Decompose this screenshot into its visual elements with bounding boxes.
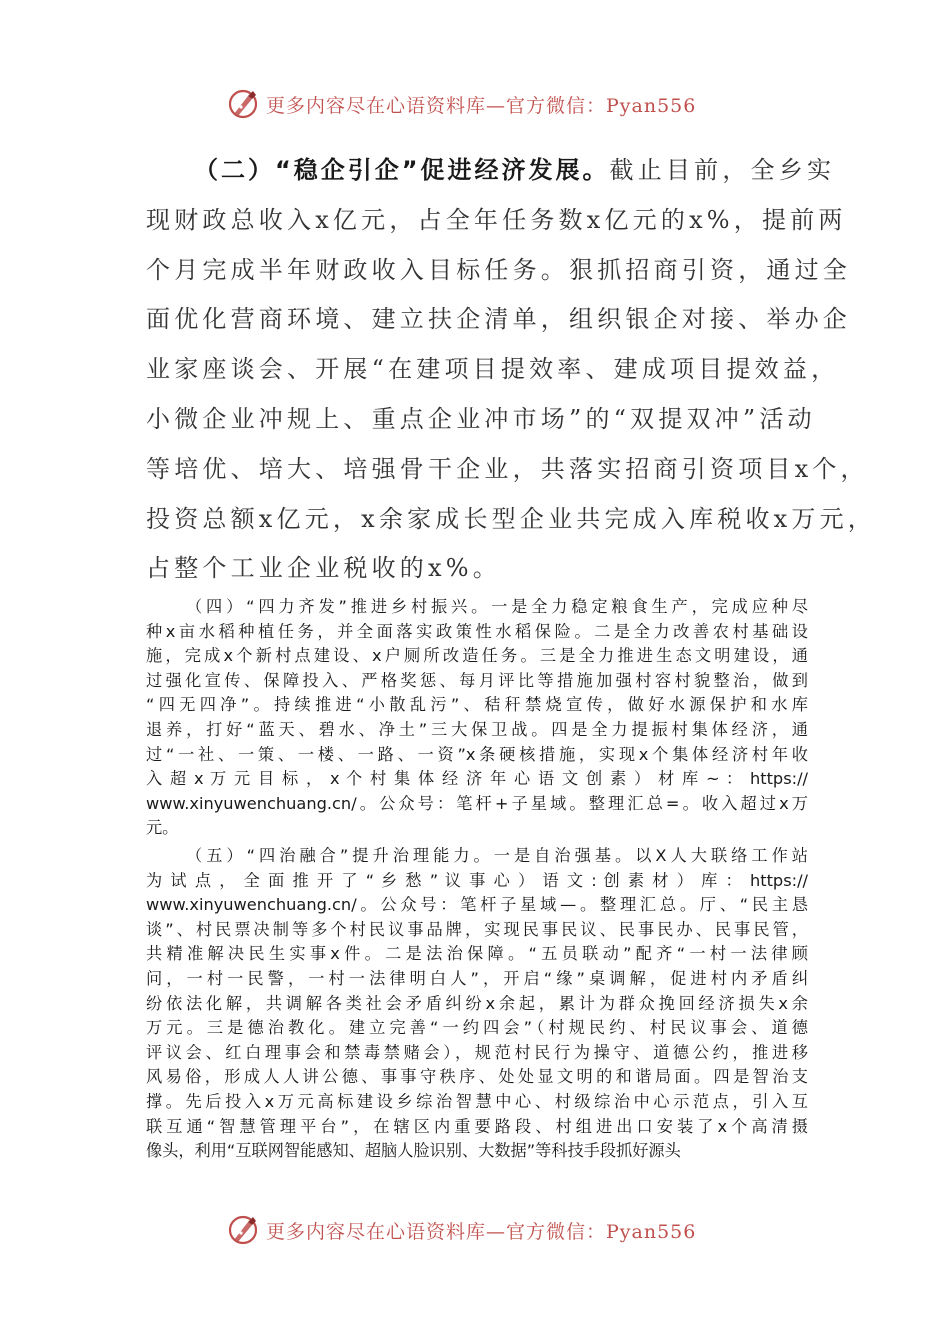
- paragraph-line: 个月完成半年财政收入目标任务。狠抓招商引资，通过全: [146, 255, 851, 284]
- paragraph-line: （五）“四治融合”提升治理能力。一是自治强基。以X人大联络工作站: [186, 846, 808, 865]
- paragraph-line: www.xinyuwenchuang.cn/。公众号：笔杆+子星域。整理汇总=。收入超过x万: [146, 793, 808, 813]
- pen-nib-logo-icon: [226, 87, 260, 121]
- paragraph-line: 评议会、红白理事会和禁毒禁赌会），规范村民行为操守、道德公约，推进移: [146, 1042, 808, 1062]
- section-5-paragraph: [146, 844, 808, 1164]
- paragraph-line: 问，一村一民警，一村一法律明白人”，开启“缘”桌调解，促进村内矛盾纠: [146, 968, 808, 988]
- paragraph-line: （四）“四力齐发”推进乡村振兴。一是全力稳定粮食生产，完成应种尽: [186, 597, 808, 616]
- paragraph-line: “四无四净”。持续推进“小散乱污”、秸秆禁烧宣传，做好水源保护和水库: [146, 695, 808, 715]
- paragraph-line: 占整个工业企业税收的x%。: [146, 554, 501, 583]
- section-2-heading: （二）“稳企引企”促进经济发展。: [194, 156, 610, 184]
- paragraph-line: 纷依法化解，共调解各类社会矛盾纠纷x余起，累计为群众挽回经济损失x余: [146, 993, 808, 1013]
- paragraph-line: 谈”、村民票决制等多个村民议事品牌，实现民事民议、民事民办、民事民管，: [146, 919, 808, 939]
- header-banner: [226, 84, 746, 124]
- paragraph-line: 万元。三是德治教化。建立完善“一约四会”（村规民约、村民议事会、道德: [146, 1018, 808, 1038]
- paragraph-line: 元。: [146, 818, 179, 838]
- paragraph-line: 过强化宣传、保障投入、严格奖惩、每月评比等措施加强村容村貌整治，做到: [146, 670, 808, 690]
- section-4-paragraph: [146, 595, 808, 841]
- paragraph-line: 为 试 点 ， 全 面 推 开 了 “ 乡 愁 ” 议 事 心 ） 语 文 : 创 素 材 ） 库 ： https://: [146, 870, 808, 890]
- paragraph-line: 过“一社、一策、一楼、一路、一资”x条硬核措施，实现x个集体经济村年收: [146, 744, 808, 764]
- section-2-paragraph: [146, 146, 877, 594]
- pen-nib-logo-icon: [226, 1213, 260, 1247]
- paragraph-line: www.xinyuwenchuang.cn/。公众号：笔杆子星域—。整理汇总。厅、“民主恳: [146, 895, 808, 915]
- paragraph-line: 入 超 x 万 元 目 标 ， x 个 村 集 体 经 济 年 心 语 文 创 素 ） 材 库 ~ ： https://: [146, 769, 808, 789]
- paragraph-line: 业家座谈会、开展“在建项目提效率、建成项目提效益，: [146, 355, 840, 384]
- paragraph-line: （二）“稳企引企”促进经济发展。截止目前，全乡实: [194, 156, 836, 184]
- paragraph-line: 面优化营商环境、建立扶企清单，组织银企对接、举办企: [146, 305, 851, 334]
- paragraph-line: 种x亩水稻种植任务，并全面落实政策性水稻保险。二是全力改善农村基础设: [146, 621, 808, 641]
- paragraph-line: 投资总额x亿元，x余家成长型企业共完成入库税收x万元，: [146, 504, 877, 533]
- paragraph-line: 像头，利用“互联网智能感知、超脑人脸识别、大数据”等科技手段抓好源头: [146, 1141, 681, 1161]
- footer-banner: [226, 1210, 746, 1250]
- paragraph-line: 现财政总收入x亿元，占全年任务数x亿元的x%，提前两: [146, 205, 847, 234]
- paragraph-line: 退养，打好“蓝天、碧水、净土”三大保卫战。四是全力提振村集体经济，通: [146, 719, 808, 739]
- banner-text: 更多内容尽在心语资料库—官方微信：Pyan556: [266, 94, 697, 117]
- paragraph-line: 施，完成x个新村点建设、x户厕所改造任务。三是全力推进生态文明建设，通: [146, 646, 808, 666]
- paragraph-line: 风易俗，形成人人讲公德、事事守秩序、处处显文明的和谐局面。四是智治支: [146, 1067, 808, 1087]
- paragraph-line: 联互通“智慧管理平台”，在辖区内重要路段、村组进出口安装了x个高清摄: [146, 1116, 808, 1136]
- paragraph-line: 等培优、培大、培强骨干企业，共落实招商引资项目x个，: [146, 454, 869, 483]
- paragraph-line: 共精准解决民生实事x件。二是法治保障。“五员联动”配齐“一村一法律顾: [146, 944, 808, 964]
- banner-text: 更多内容尽在心语资料库—官方微信：Pyan556: [266, 1220, 697, 1243]
- paragraph-line: 小微企业冲规上、重点企业冲市场”的“双提双冲”活动: [146, 404, 816, 433]
- paragraph-line: 撑。先后投入x万元高标建设乡综治智慧中心、村级综治中心示范点，引入互: [146, 1091, 808, 1111]
